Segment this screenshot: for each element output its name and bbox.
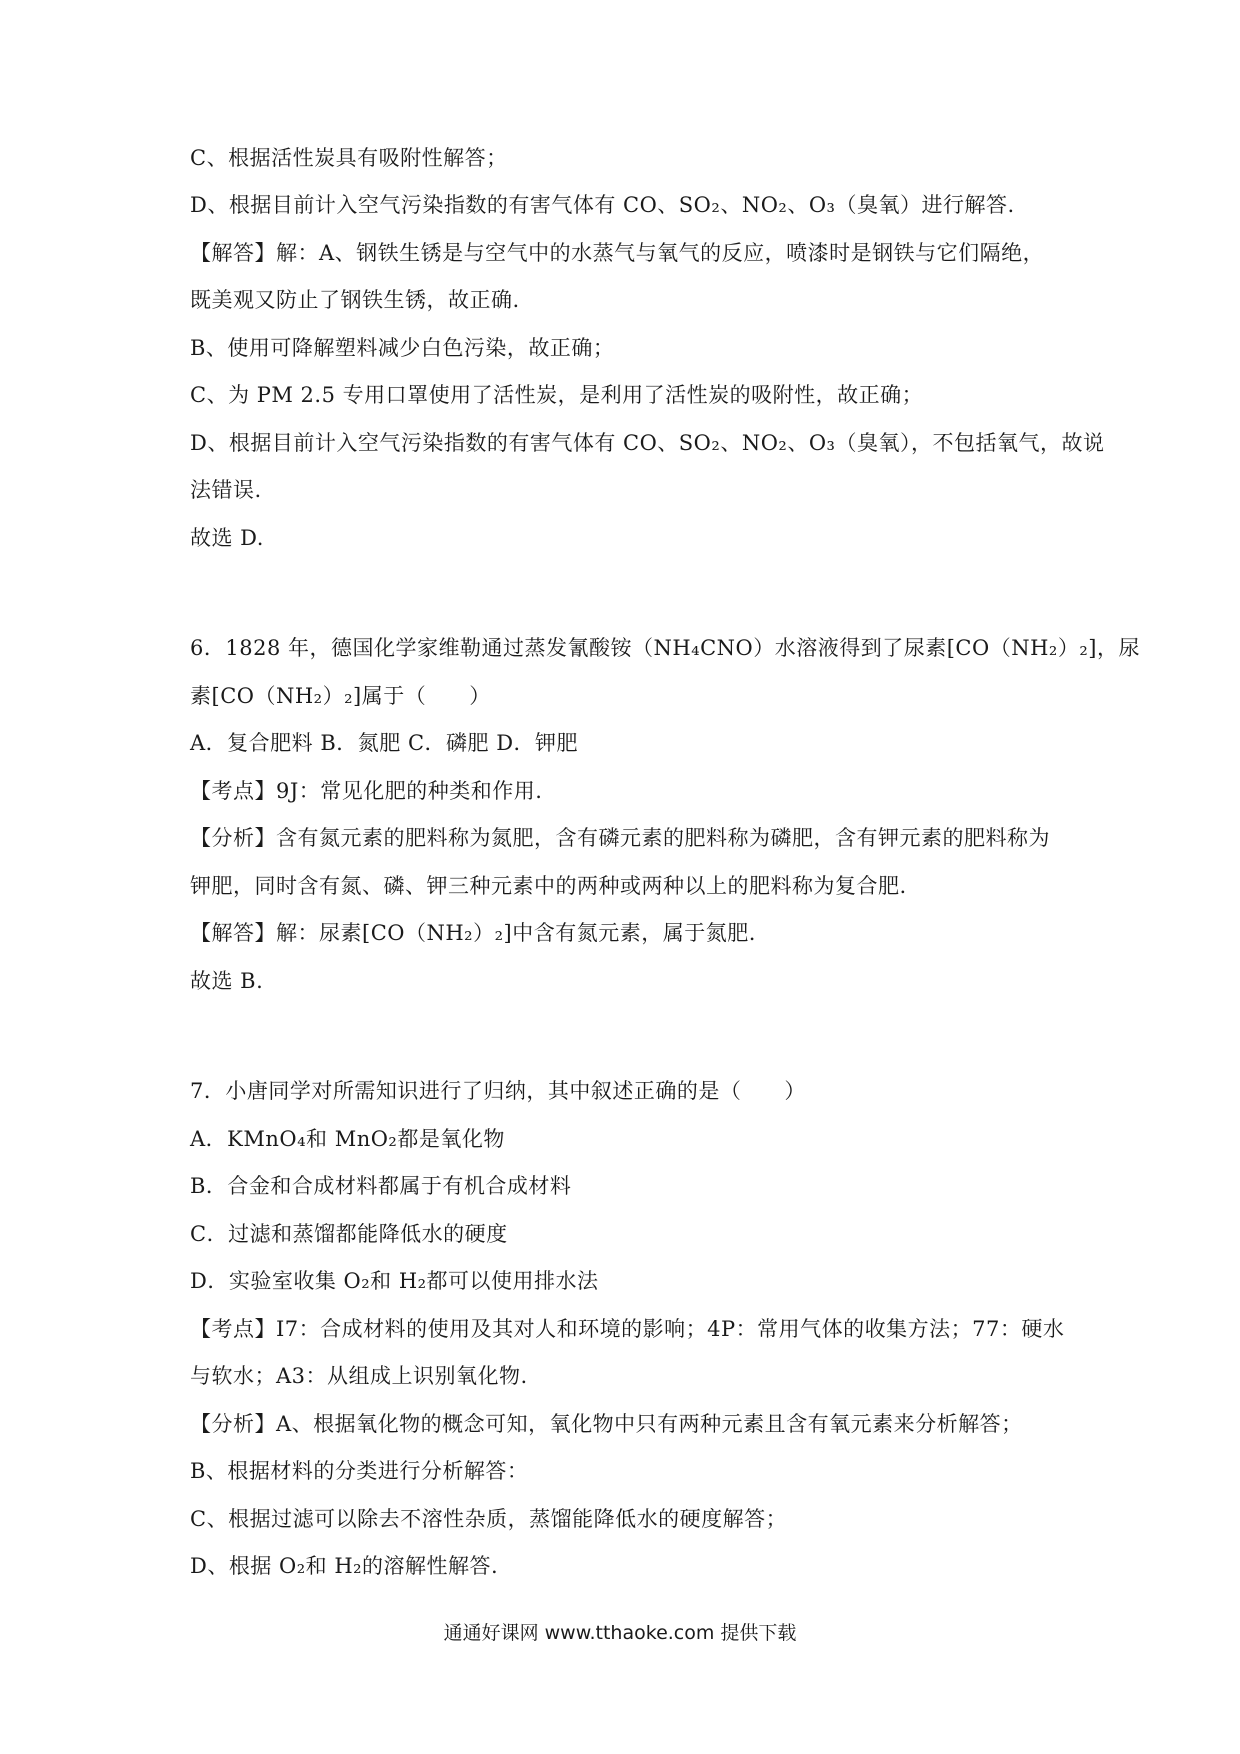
question-7-kaodian: 【考点】I7：合成材料的使用及其对人和环境的影响；4P：常用气体的收集方法；77：硬水: [190, 1317, 1065, 1341]
question-7-analysis: C、根据过滤可以除去不溶性杂质，蒸馏能降低水的硬度解答；: [190, 1507, 788, 1531]
text-line: 故选 D.: [190, 526, 264, 550]
question-6-kaodian: 【考点】9J：常见化肥的种类和作用.: [190, 779, 543, 803]
question-7-analysis: D、根据 O₂和 H₂的溶解性解答.: [190, 1554, 499, 1578]
question-6-analysis: 【分析】含有氮元素的肥料称为氮肥，含有磷元素的肥料称为磷肥，含有钾元素的肥料称为: [190, 826, 1050, 850]
question-6-options: A．复合肥料 B．氮肥 C．磷肥 D．钾肥: [190, 731, 579, 755]
question-7-option-a: A．KMnO₄和 MnO₂都是氧化物: [190, 1127, 505, 1151]
question-7-option-d: D．实验室收集 O₂和 H₂都可以使用排水法: [190, 1269, 599, 1293]
text-line: C、为 PM 2.5 专用口罩使用了活性炭，是利用了活性炭的吸附性，故正确；: [190, 383, 924, 407]
page-footer: 通通好课网 www.tthaoke.com 提供下载: [443, 1622, 797, 1644]
question-7-option-c: C．过滤和蒸馏都能降低水的硬度: [190, 1222, 508, 1246]
text-line: 既美观又防止了钢铁生锈，故正确.: [190, 288, 520, 312]
text-line: D、根据目前计入空气污染指数的有害气体有 CO、SO₂、NO₂、O₃（臭氧），不包括氧气，故说: [190, 431, 1105, 455]
question-7-kaodian: 与软水；A3：从组成上识别氧化物.: [190, 1364, 528, 1388]
text-line: C、根据活性炭具有吸附性解答；: [190, 146, 508, 170]
text-line: 【解答】解：A、钢铁生锈是与空气中的水蒸气与氧气的反应，喷漆时是钢铁与它们隔绝，: [190, 241, 1045, 265]
question-7-stem: 7．小唐同学对所需知识进行了归纳，其中叙述正确的是（ ）: [190, 1079, 806, 1103]
question-7-analysis: B、根据材料的分类进行分析解答：: [190, 1459, 529, 1483]
question-7-option-b: B．合金和合成材料都属于有机合成材料: [190, 1174, 572, 1198]
text-line: B、使用可降解塑料减少白色污染，故正确；: [190, 336, 615, 360]
question-6-stem: 素[CO（NH₂）₂]属于（ ）: [190, 684, 491, 708]
text-line: 法错误.: [190, 478, 262, 502]
question-7-analysis: 【分析】A、根据氧化物的概念可知，氧化物中只有两种元素且含有氧元素来分析解答；: [190, 1412, 1023, 1436]
question-6-analysis: 钾肥，同时含有氮、磷、钾三种元素中的两种或两种以上的肥料称为复合肥.: [190, 874, 907, 898]
question-6-answer: 【解答】解：尿素[CO（NH₂）₂]中含有氮元素，属于氮肥.: [190, 921, 756, 945]
question-6-stem: 6．1828 年，德国化学家维勒通过蒸发氰酸铵（NH₄CNO）水溶液得到了尿素[CO（NH₂）₂]，尿: [190, 636, 1140, 660]
text-line: D、根据目前计入空气污染指数的有害气体有 CO、SO₂、NO₂、O₃（臭氧）进行解答.: [190, 193, 1015, 217]
question-6-choice: 故选 B.: [190, 969, 264, 993]
